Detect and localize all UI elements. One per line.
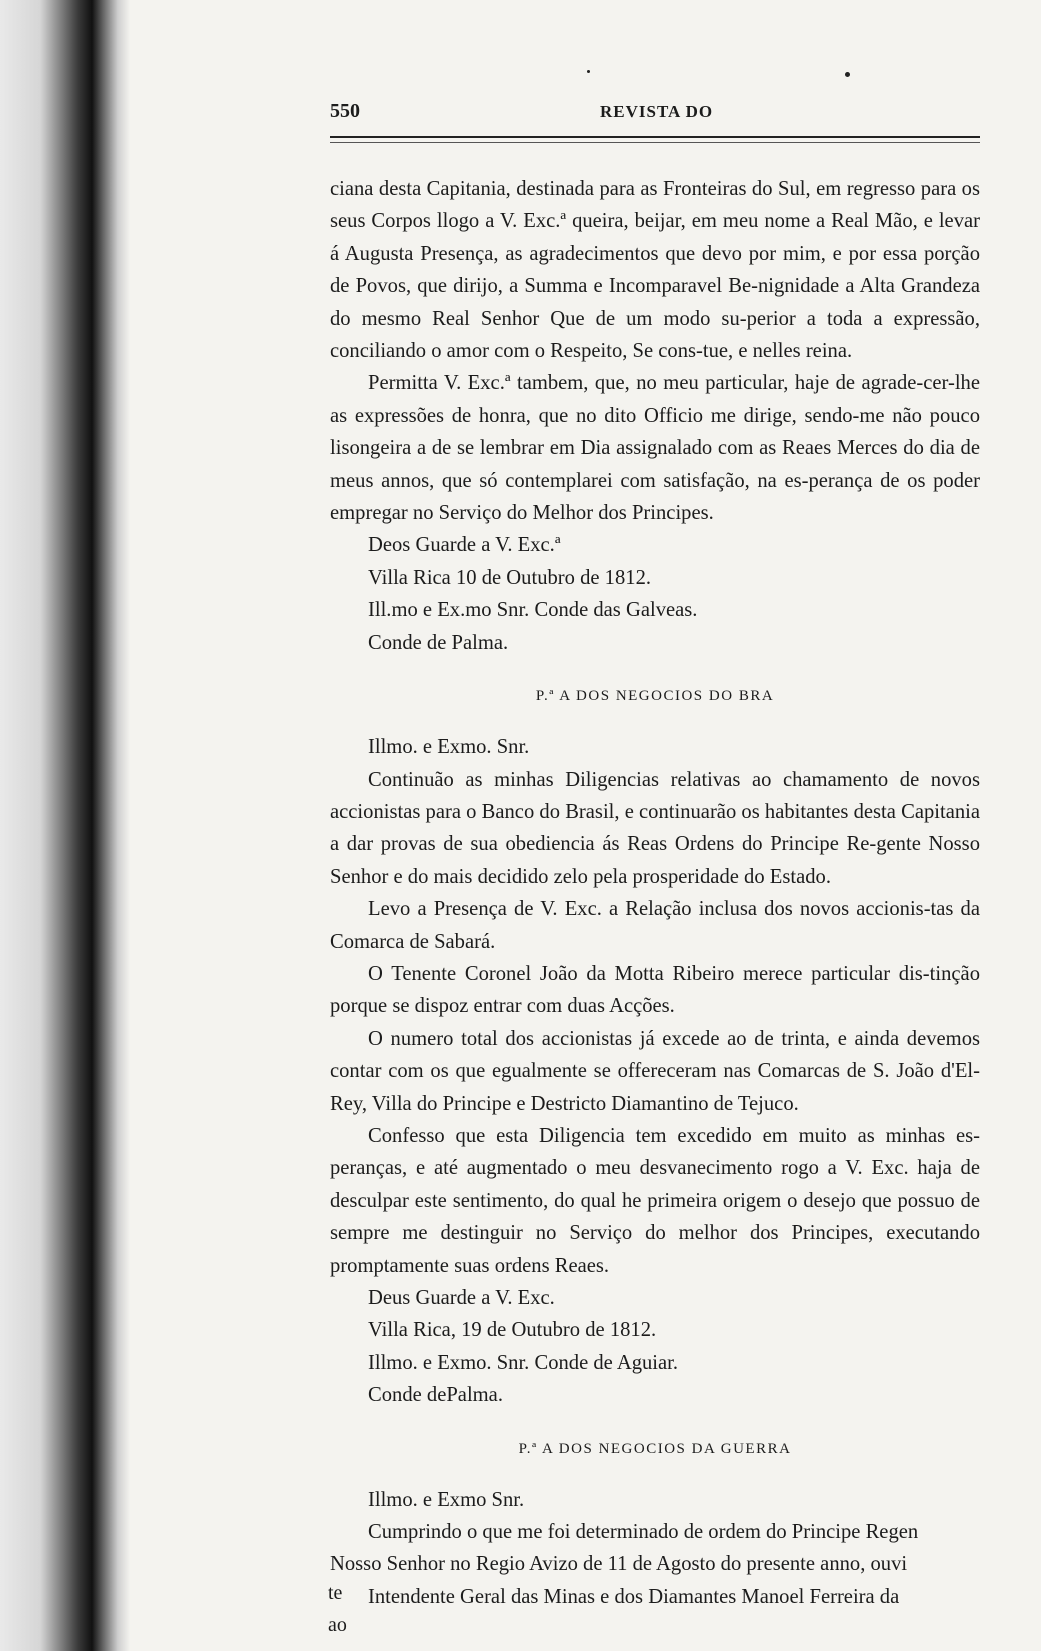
- page-header: [330, 100, 980, 134]
- text-line: Nosso Senhor no Regio Avizo de 11 de Agosto do presente anno, ouvi: [330, 1553, 908, 1576]
- section-heading: P.ª A DOS NEGOCIOS DO BRA: [535, 688, 775, 705]
- paragraph: ciana desta Capitania, destinada para as Fronteiras do Sul, em regresso para os seus Corpos llogo a V. Exc.ª queira, beijar, em meu nome a Real Mão, e levar á Augusta Presença, as agradecimentos que devo por mim, e por essa porção de Povos, que dirijo, a Summa e Incomparavel Be-nignidade a Alta Grandeza do mesmo Real Senhor Que de um modo su-perior a toda a expressão, conciliando o amor com o Respeito, Se cons-tue, e nelles reina.: [330, 178, 980, 363]
- text-line: Cumprindo o que me foi determinado de ordem do Principe Regen: [368, 1521, 919, 1544]
- running-title: REVISTA DO: [600, 102, 714, 121]
- text-line: Intendente Geral das Minas e dos Diamantes Manoel Ferreira da: [368, 1585, 900, 1608]
- paragraph: Continuão as minhas Diligencias relativas ao chamamento de novos accionistas para o Banco do Brasil, e continuarão os habitantes desta Capitania a dar provas de sua obediencia ás Reas Ordens do Principe Re-gente Nosso Senhor e do mais decidido zelo pela prosperidade do Estado.: [330, 768, 980, 888]
- scan-speck: [587, 70, 590, 73]
- salutation: Illmo. e Exmo. Snr.: [368, 736, 530, 759]
- date-line: Villa Rica, 19 de Outubro de 1812.: [368, 1319, 657, 1342]
- paragraph: Confesso que esta Diligencia tem excedido em muito as minhas es-peranças, e até augmentado o meu desvanecimento rogo a V. Exc. haja de desculpar este sentimento, do qual he primeira origem o desejo que possuo de sempre me destinguir no Serviço do melhor dos Principes, executando promptamente suas ordens Reaes.: [330, 1124, 980, 1277]
- scan-speck: [845, 72, 850, 77]
- paragraph: O numero total dos accionistas já excede ao de trinta, e ainda devemos contar com os que egualmente se offereceram nas Comarcas de S. João d'El-Rey, Villa do Principe e Destricto Diamantino de Tejuco.: [330, 1027, 980, 1115]
- addressee-line: Ill.mo e Ex.mo Snr. Conde das Galveas.: [368, 599, 698, 622]
- salutation: Illmo. e Exmo Snr.: [368, 1488, 525, 1511]
- closing-line: Deus Guarde a V. Exc.: [368, 1287, 555, 1309]
- paragraph: Permitta V. Exc.ª tambem, que, no meu particular, haje de agrade-cer-lhe as expressões de honra, que no dito Officio me dirige, sendo-me não pouco lisongeira a de se lembrar em Dia assignalado com as Reaes Merces do dia de meus annos, que só contemplarei com satisfação, na es-perança de os poder empregar no Serviço do Melhor dos Principes.: [330, 372, 980, 525]
- book-page: [330, 100, 980, 1613]
- book-spine-shadow: [0, 0, 130, 1651]
- date-line: Villa Rica 10 de Outubro de 1812.: [368, 566, 652, 589]
- header-rule: [330, 136, 980, 143]
- margin-note: ao: [328, 1614, 347, 1636]
- paragraph: Levo a Presença de V. Exc. a Relação inclusa dos novos accionis-tas da Comarca de Sabará.: [330, 898, 980, 953]
- closing-line: Deos Guarde a V. Exc.ª: [368, 534, 561, 557]
- margin-note: te: [328, 1582, 343, 1604]
- signature-line: Conde de Palma.: [368, 631, 509, 654]
- paragraph: O Tenente Coronel João da Motta Ribeiro merece particular dis-tinção porque se dispoz entrar com duas Acções.: [330, 962, 980, 1018]
- section-heading: P.ª A DOS NEGOCIOS DA GUERRA: [518, 1440, 792, 1457]
- page-number: 550: [330, 100, 360, 122]
- addressee-line: Illmo. e Exmo. Snr. Conde de Aguiar.: [368, 1351, 679, 1374]
- signature-line: Conde dePalma.: [368, 1384, 503, 1407]
